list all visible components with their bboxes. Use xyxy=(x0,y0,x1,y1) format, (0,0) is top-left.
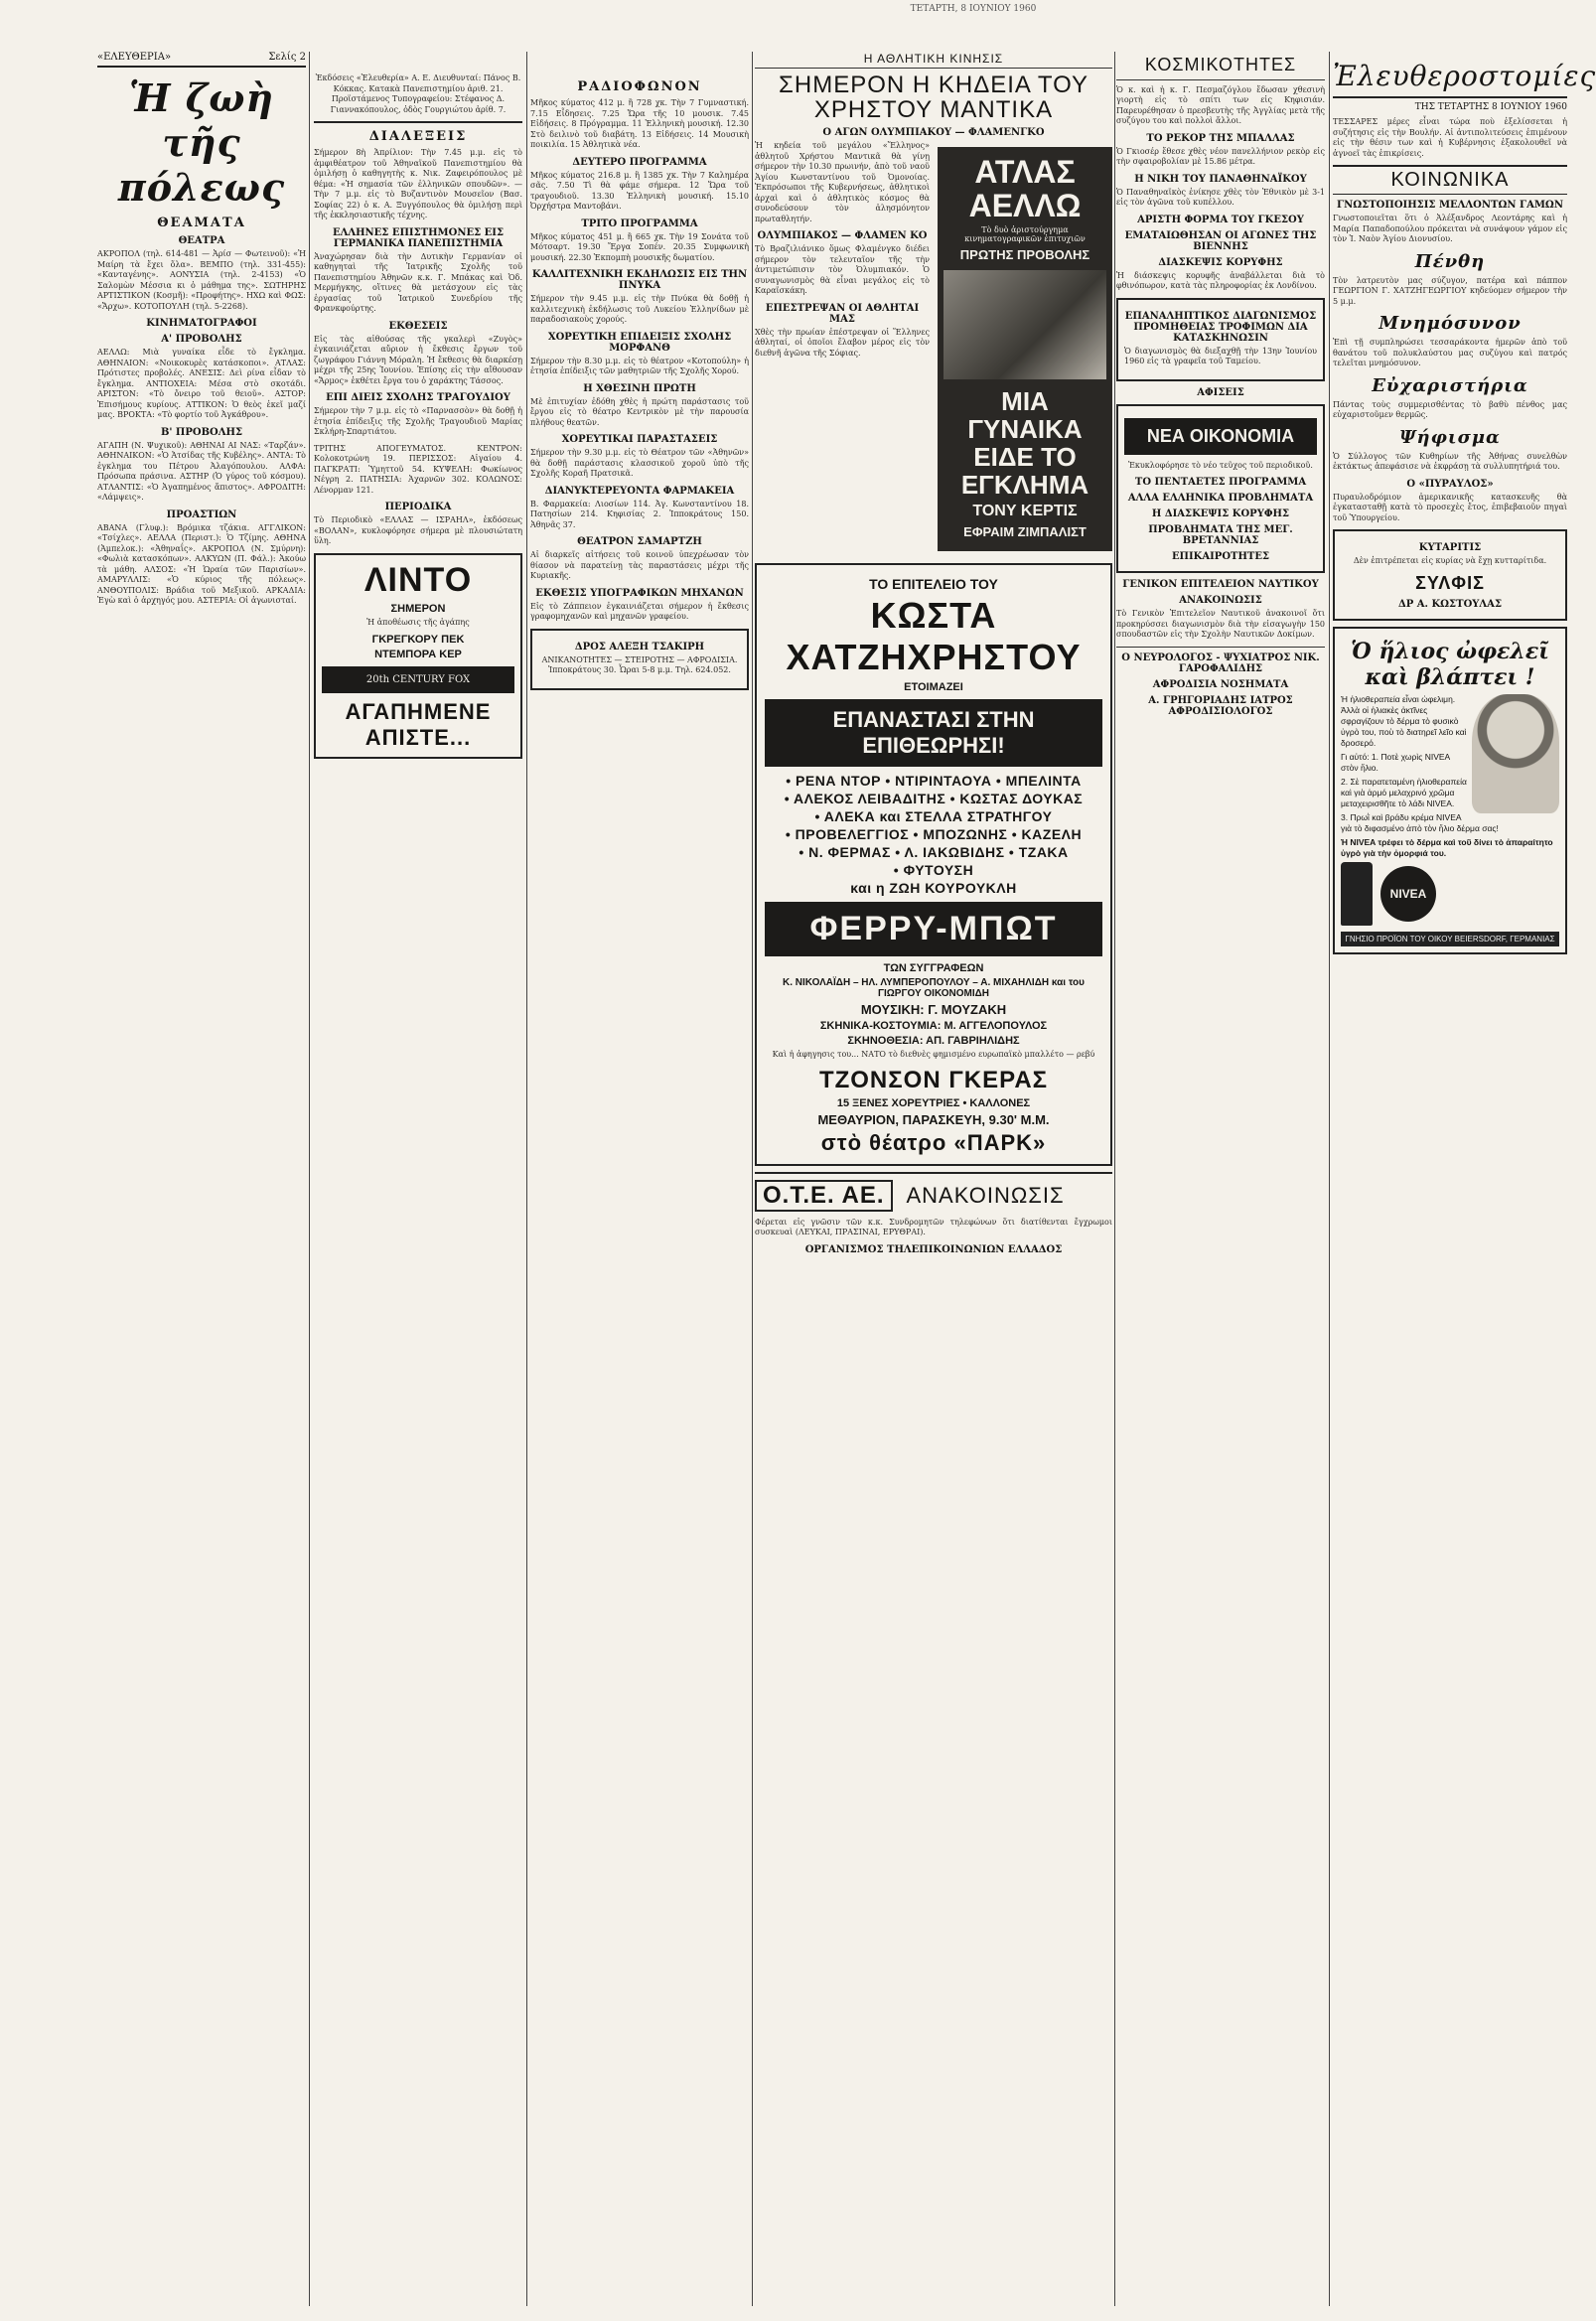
ote-org: ΟΡΓΑΝΙΣΜΟΣ ΤΗΛΕΠΙΚΟΙΝΩΝΙΩΝ ΕΛΛΑΔΟΣ xyxy=(804,1243,1063,1255)
cast-line: • ΠΡΟΒΕΛΕΓΓΙΟΣ • ΜΠΟΖΩΝΗΣ • ΚΑΖΕΛΗ xyxy=(785,826,1083,843)
sylfis-brand: ΣΥΛΦΙΣ xyxy=(1415,572,1485,593)
ballet-line: Καὶ ἡ ἀφηγησις του... ΝΑΤΟ τὸ διεθνὲς φημισμένο ευρωπαϊκὸ μπαλλέτο — ρεβύ xyxy=(772,1050,1095,1060)
mnim-text: Ἐπὶ τῇ συμπληρώσει τεσσαράκοντα ἡμερῶν ἀπὸ τοῦ θανάτου τοῦ πολυκλαύστου μας συζύγου καὶ πατρός τελεῖται μνημόσυνον. xyxy=(1333,338,1567,367)
nivea-headline: Ὁ ἥλιος ὠφελεῖ καὶ βλάπτει ! xyxy=(1351,638,1549,690)
authors: Κ. ΝΙΚΟΛΑΪΔΗ – ΗΛ. ΛΥΜΠΕΡΟΠΟΥΛΟΥ – Α. ΜΙΧΑΗΛΙΔΗ και του ΓΙΩΡΓΟΥ ΟΙΚΟΝΟΜΙΔΗ xyxy=(783,977,1085,1000)
direction-credit: ΣΚΗΝΟΘΕΣΙΑ: ΑΠ. ΓΑΒΡΙΗΛΙΔΗΣ xyxy=(847,1035,1020,1048)
ad-line: Τὸ δυὸ ἀριστούργημα κινηματογραφικῶν ἐπιτυχιῶν xyxy=(964,225,1086,244)
column-6 xyxy=(1333,52,1596,2306)
kosm-text: Ὁ κ. καὶ ἡ κ. Γ. Πεσμαζόγλου ἔδωσαν χθεσινὴ γιορτὴ εἰς τὸ σπίτι των εἰς Κηφισιάν. Παρευρέθησαν ὁ πρεσβευτὴς τῆς Ἀγγλίας μετὰ τῆς συζύγου του καὶ πολλοὶ ἄλλοι. xyxy=(1116,84,1325,126)
heading-penthi: Πένθη xyxy=(1414,250,1486,272)
contents-1: ΤΟ ΠΕΝΤΑΕΤΕΣ ΠΡΟΓΡΑΜΜΑ xyxy=(1134,477,1307,489)
column-divider xyxy=(1329,52,1330,2306)
heading-dialexeis: ΔΙΑΛΕΞΕΙΣ xyxy=(368,129,468,144)
heading-rekor: ΤΟ ΡΕΚΟΡ ΤΗΣ ΜΠΑΛΛΑΣ xyxy=(1146,132,1295,144)
tender-text: Ὁ διαγωνισμὸς θὰ διεξαχθῇ τὴν 13ην Ἰουνίου 1960 εἰς τὰ γραφεῖα τοῦ Ταμείου. xyxy=(1124,346,1317,366)
heading-aristi: ΑΡΙΣΤΗ ΦΟΡΜΑ ΤΟΥ ΓΚΕΣΟΥ xyxy=(1137,214,1304,225)
pyravlos-text: Πυραυλοδρόμιον ἀμερικανικῆς κατασκευῆς θὰ ἐγκατασταθῇ κατὰ τὸ προσεχὲς ἔτος, ἐπιβεβαιοῦν πηγαὶ τοῦ Ὑπουργείου. xyxy=(1333,492,1567,522)
ad-tagline: Ἡ ἀποθέωσις τῆς ἀγάπης xyxy=(366,617,470,627)
film-costar: ΕΦΡΑΙΜ ΖΙΜΠΑΛΙΣΤ xyxy=(963,524,1087,540)
trito-text: Μῆκος κύματος 451 μ. ἢ 665 χκ. Τὴν 19 Σονάτα τοῦ Μότσαρτ. 19.30 Ἔργα Σοπέν. 20.35 Συμφωνικὴ μουσική. 22.30 Ἐκπομπὴ μουσικῆς δωματίου. xyxy=(530,231,749,262)
diaskepsis-text: Ἡ διάσκεψις κορυφῆς ἀναβάλλεται διὰ τὸ φθινόπωρον, κατὰ τὰς πληροφορίας ἐκ Λονδίνου. xyxy=(1116,270,1325,291)
nivea-bottle-icon xyxy=(1341,862,1373,926)
nea-oikonomia-text: Ἐκυκλοφόρησε τὸ νέο τεῦχος τοῦ περιοδικοῦ. xyxy=(1128,460,1313,470)
heading-kallitexniki: ΚΑΛΛΙΤΕΧΝΙΚΗ ΕΚΔΗΛΩΣΙΣ ΕΙΣ ΤΗΝ ΠΝΥΚΑ xyxy=(531,269,748,291)
nivea-text: Ἡ ἡλιοθεραπεία εἶναι ὠφελιμη. Ἀλλὰ οἱ ἡλιακὲς ἀκτῖνες σφραγίζουν τὸ δέρμα τὸ φυσικὸ ὑγρὸ του, ποὺ τὸ διατηρεῖ λεῖο καὶ δροσερό. xyxy=(1341,693,1467,748)
tender-title: ΕΠΑΝΑΛΗΠΤΙΚΟΣ ΔΙΑΓΩΝΙΣΜΟΣ ΠΡΟΜΗΘΕΙΑΣ ΤΡΟΦΙΜΩΝ ΔΙΑ ΚΑΤΑΣΚΗΝΩΣΙΝ xyxy=(1124,310,1317,344)
ad-film-title: ΑΓΑΠΗΜΕΝΕ ΑΠΙΣΤΕ... xyxy=(345,699,492,750)
page-label: Σελίς 2 xyxy=(268,52,306,63)
cast-line: • ΑΛΕΚΑ και ΣΤΕΛΛΑ ΣΤΡΑΤΗΓΟΥ xyxy=(814,808,1053,825)
editorial-text: ΤΕΣΣΑΡΕΣ μέρες εἶναι τώρα ποὺ ἐξελίσσεται ἡ συζήτησις εἰς τὴν Βουλήν. Αἱ ἀντιπολιτεύσεις ἐπιμένουν εἰς τὴν θέσιν των καὶ ἡ Κυβέρνησις ἐξακολουθεῖ νὰ ἀγνοεῖ τὰς ἐπικρίσεις. xyxy=(1333,117,1567,158)
ektheseis-text: Εἰς τὰς αἰθούσας τῆς γκαλερὶ «Ζυγὸς» ἐγκαινιάζεται αὔριον ἡ ἔκθεσις ἔργων τοῦ ζωγράφου Γιάννη Μόραλη. Ἡ ἔκθεσις θὰ διαρκέσῃ μέχρι τῆς 25ης Ἰουνίου. Ἐπίσης εἰς τὴν αἴθουσαν «Ἄρμος» ἐκθέτει ἔργα του ὁ χαράκτης Τάσσος. xyxy=(314,334,522,385)
heading-proastia: ΠΡΟΑΣΤΙΩΝ xyxy=(166,508,237,520)
column-divider xyxy=(526,52,527,2306)
heading-kosmikotites: ΚΟΣΜΙΚΟΤΗΤΕΣ xyxy=(1144,55,1297,74)
penthi-text: Τὸν λατρευτὸν μας σύζυγον, πατέρα καὶ πάππον ΓΕΩΡΓΙΟΝ Γ. ΧΑΤΖΗΓΕΩΡΓΙΟΥ κηδεύομεν σήμερον τὴν 5 μ.μ. xyxy=(1333,275,1567,306)
contents-4: ΠΡΟΒΛΗΜΑΤΑ ΤΗΣ ΜΕΓ. ΒΡΕΤΑΝΝΙΑΣ xyxy=(1148,524,1293,547)
contents-2: ΑΛΛΑ ΕΛΛΗΝΙΚΑ ΠΡΟΒΛΗΜΑΤΑ xyxy=(1127,493,1314,505)
heading-b-provoli: Β' ΠΡΟΒΟΛΗΣ xyxy=(160,426,243,438)
heading-dianykt: ΔΙΑΝΥΚΤΕΡΕΥΟΝΤΑ ΦΑΡΜΑΚΕΙΑ xyxy=(544,485,735,497)
doctor-text: ΑΝΙΚΑΝΟΤΗΤΕΣ — ΣΤΕΙΡΟΤΗΣ — ΑΦΡΟΔΙΣΙΑ. Ἱπποκράτους 30. Ὧραι 5-8 μ.μ. Τηλ. 624.052. xyxy=(541,654,738,674)
heading-radio: ΡΑΔΙΟΦΩΝΟΝ xyxy=(577,79,702,94)
heading-diaskepsis: ΔΙΑΣΚΕΨΙΣ ΚΟΡΥΦΗΣ xyxy=(1158,256,1283,268)
ellines-text: Ἀναχώρησαν διὰ τὴν Δυτικὴν Γερμανίαν οἱ καθηγηταὶ τῆς Ἰατρικῆς Σχολῆς τοῦ Πανεπιστημίου Ἀθηνῶν κ.κ. Γ. Μπάκας καὶ Ὁδ. Μερμήγκης, οἵτινες θὰ μετάσχουν εἰς τὰς ἐργασίας τοῦ Ἰατρικοῦ Συνεδρίου τῆς Φρανκφούρτης. xyxy=(314,251,522,313)
ote-logo: Ο.Τ.Ε. ΑΕ. xyxy=(755,1180,893,1212)
cast-line: • ΦΥΤΟΥΣΗ xyxy=(893,862,974,879)
heading-gamoi: ΓΝΩΣΤΟΠΟΙΗΣΙΣ ΜΕΛΛΟΝΤΩΝ ΓΑΜΩΝ xyxy=(1337,200,1563,211)
atlas-aello-film-ad xyxy=(938,147,1112,551)
xoesini-text: Μὲ ἐπιτυχίαν ἐδόθη χθὲς ἡ πρώτη παράστασις τοῦ ἔργου εἰς τὸ θέατρο Κεντρικὸν μὲ τὴν παρουσία πλήθους θεατῶν. xyxy=(530,396,749,427)
cinema-names: ΑΤΛΑΣ ΑΕΛΛΩ xyxy=(968,154,1082,224)
doctor-kostoulas: ΔΡ Α. ΚΩΣΤΟΥΛΑΣ xyxy=(1397,598,1503,610)
issue-date: ΤΕΤΑΡΤΗ, 8 ΙΟΥΝΙΟΥ 1960 xyxy=(910,4,1037,14)
heading-pyravlos: Ο «ΠΥΡΑΥΛΟΣ» xyxy=(1406,478,1494,490)
heading-ektheseis: ΕΚΘΕΣΕΙΣ xyxy=(388,320,448,332)
theatre-name: στὸ θέατρο «ΠΑΡΚ» xyxy=(820,1129,1047,1155)
xoreftikes-text: Σήμερον τὴν 9.30 μ.μ. εἰς τὸ Θέατρον τῶν «Ἀθηνῶν» θὰ δοθῇ παράστασις κλασσικοῦ χοροῦ ὑπὸ τῆς Σχολῆς Κοραῆ Πρατσικᾶ. xyxy=(530,448,749,478)
doctor-ad xyxy=(530,629,749,690)
heading-kinematografoi: ΚΙΝΗΜΑΤΟΓΡΑΦΟΙ xyxy=(146,318,257,329)
nivea-tin: NIVEA xyxy=(1380,866,1436,922)
nea-oikonomia-ad xyxy=(1116,404,1325,574)
column-divider xyxy=(1114,52,1115,2306)
efx-text: Πάντας τοὺς συμμερισθέντας τὸ βαθὺ πένθος μας εὐχαριστοῦμεν θερμῶς. xyxy=(1333,399,1567,419)
contents-5: ΕΠΙΚΑΙΡΟΤΗΤΕΣ xyxy=(1171,551,1270,563)
xoreftiki-text: Σήμερον τὴν 8.30 μ.μ. εἰς τὸ θέατρον «Κοτοπούλη» ἡ ἐτησία ἐπίδειξις τῶν μαθητριῶν τῆς Σχολῆς Χορού. xyxy=(530,356,749,375)
olympiakos-text: Τὸ Βραζιλιάνικο ὅμως Φλαμένγκο διέδει σήμερον τὸν τελευταῖον τῆς τὴν ἀντιμετώπισιν τὸν Ὀλυμπιακόν. Ὁ συναγωνισμὸς θὰ εἶναι μεγάλος εἰς τὸ Καραϊσκάκη. xyxy=(755,244,930,296)
proastia-text: ΑΒΑΝΑ (Γλυφ.): Βρόμικα τζάκια. ΑΓΓΛΙΚΟΝ: «Τσίχλες». ΑΕΛΛΑ (Περιστ.): Ὁ Τζίμης. ΑΘΗΝΑ (Ἀμπελοκ.): «Ἀθηναΐς». ΑΚΡΟΠΟΛ (Ν. Σμύρνη): «Φωλιὰ κατασκόπων». ΑΛΚΥΩΝ (Π. Φάλ.): Ἀκούω τὰ μάθη. ΑΛΣΟΣ: «Ἡ Ὡραία τῶν Παρισίων». ΑΜΑΡΥΛΛΙΣ: «Ὁ κύριος τῆς πόλεως». ΑΝΘΟΥΠΟΛΙΣ: Βράδια τοῦ Μεξικοῦ. ΑΡΚΑΔΙΑ: Ἐγὼ καὶ ὁ ἀρχηγός μου. ΑΣΤΕΡΙΑ: Οἱ ἀγωνισταί. xyxy=(97,522,306,605)
heading-niki: Η ΝΙΚΗ ΤΟΥ ΠΑΝΑΘΗΝΑΪΚΟΥ xyxy=(1134,173,1307,185)
heading-samartzi: ΘΕΑΤΡΟΝ ΣΑΜΑΡΤΖΗ xyxy=(577,536,702,547)
lido-cinema-ad xyxy=(314,553,522,760)
kytaritis-text: Δὲν ἐπιτρέπεται εἰς κυρίας νὰ ἔχῃ κυτταρίτιδα. xyxy=(1353,556,1547,565)
heading-psifisma: Ψήφισμα xyxy=(1399,426,1501,448)
sylfis-ad xyxy=(1333,529,1567,621)
cast-line: • Ν. ΦΕΡΜΑΣ • Λ. ΙΑΚΩΒΙΔΗΣ • ΤΖΑΚΑ xyxy=(798,844,1069,861)
lead-text: Ἡ κηδεία τοῦ μεγάλου «Ἕλληνος» ἀθλητοῦ Χρήστου Μαντικᾶ θὰ γίνῃ σήμερον τὴν 10.30 πρωινήν, ἀπὸ τοῦ ναοῦ Ἁγίου Κωνσταντίνου τοῦ Ὀμονοίας. Ἐκπρόσωποι τῆς Κυβερνήσεως, ἀθλητικοὶ ἀρχαὶ καὶ ὁ ἀθλητικὸς κόσμος θὰ συνοδεύσουν τὸν ἀλησμόνητον πρωταθλητήν. xyxy=(755,141,930,223)
nivea-step: 3. Πρωῒ καὶ βράδυ κρέμα NIVEA γιὰ τὸ διφασμένο ἀπὸ τὸν ἥλιο δέρμα σας! xyxy=(1341,811,1499,833)
heading-epestrepsan: ΕΠΕΣΤΡΕΨΑΝ ΟΙ ΑΘΛΗΤΑΙ ΜΑΣ xyxy=(765,302,920,325)
heading-efxaristiria: Εὐχαριστήρια xyxy=(1372,374,1528,396)
nivea-step: Γι αὐτό: 1. Ποτὲ χωρὶς NIVEA στὸν ἥλιο. xyxy=(1341,751,1450,773)
heading-periodika: ΠΕΡΙΟΔΙΚΑ xyxy=(384,502,452,512)
page-header xyxy=(97,52,306,68)
heading-ekthesis2: ΕΚΘΕΣΙΣ ΥΠΟΓΡΑΦΙΚΩΝ ΜΗΧΑΝΩΝ xyxy=(535,587,744,599)
tender-notice xyxy=(1116,298,1325,381)
divider xyxy=(1116,647,1325,648)
deutero-text: Μῆκος κύματος 216.8 μ. ἢ 1385 χκ. Τὴν 7 Καλημέρα σᾶς. 7.50 Τὶ θὰ φάμε σήμερα. 12 Ὥρα τοῦ τραγουδιοῦ. 13.30 Ἑλληνικὴ μουσική. 15.10 Ὀρχήστρα Μαντοβάνι. xyxy=(530,170,749,211)
music-credit: ΜΟΥΣΙΚΗ: Γ. ΜΟΥΖΑΚΗ xyxy=(860,1002,1007,1018)
column-divider xyxy=(752,52,753,2306)
heading-xoesini: Η ΧΘΕΣΙΝΗ ΠΡΩΤΗ xyxy=(583,382,696,394)
heading-theatra: ΘΕΑΤΡΑ xyxy=(178,235,225,246)
dialexeis-text: Σήμερον 8ὴ Ἀπρίλιον: Τὴν 7.45 μ.μ. εἰς τὸ ἀμφιθέατρον τοῦ Ἀθηναϊκοῦ Πανεπιστημίου θὰ ὁμιλήσῃ ὁ καθηγητὴς κ. Νικ. Ζαφειρόπουλος μὲ θέμα: «Ἡ σημασία τῶν ἐλληνικῶν σπουδῶν». — Τὴν 7 μ.μ. εἰς τὸ Βυζαντινὸν Μουσεῖον (Βασ. Σοφίας 22) ὁ κ. Α. Ξυγγόπουλος θὰ ὁμιλήσῃ περὶ τῆς ἐκκλησιαστικῆς τέχνης. xyxy=(314,148,522,219)
premiere-date: ΜΕΘΑΥΡΙΟΝ, ΠΑΡΑΣΚΕΥΗ, 9.30' Μ.Μ. xyxy=(817,1111,1050,1127)
nivea-step: 2. Σὲ παρατεταμένη ἡλιοθεραπεία καὶ γιὰ ἁρμό μελαχρινό χρῶμα μεταχειρισθῆτε τὸ λάδι NIVEA. xyxy=(1341,776,1467,808)
authors-label: ΤΩΝ ΣΥΓΓΡΑΦΕΩΝ xyxy=(883,962,984,975)
sets-credit: ΣΚΗΝΙΚΑ-ΚΟΣΤΟΥΜΙΑ: Μ. ΑΓΓΕΛΟΠΟΥΛΟΣ xyxy=(819,1020,1048,1033)
heading-trito: ΤΡΙΤΟ ΠΡΟΓΡΑΜΜΑ xyxy=(581,218,698,229)
samartzi-text: Αἱ διαρκεῖς αἰτήσεις τοῦ κοινοῦ ὑπεχρέωσαν τὸν θίασον νὰ παρατείνῃ τὰς παραστάσεις μέχρι τῆς Κυριακῆς. xyxy=(530,550,749,580)
revue-intro: ΤΟ ΕΠΙΤΕΛΕΙΟ ΤΟΥ xyxy=(869,576,998,593)
cinema-a-text: ΑΕΛΛΩ: Μιὰ γυναίκα εἶδε τὸ ἔγκλημα. ΑΘΗΝΑΙΟΝ: «Νοικοκυρὲς κατάσκοποι». ΑΤΛΑΣ: Πρότιστες προβολές. ΑΝΕΣΙΣ: Δεὶ ρίνα εἶδαν τὸ ἔγκλημα. ΑΝΤΙΟΧΕΙΑ: Μέσα στὸ σκοτάδι. ΑΡΙΣΤΟΝ: «Τὸ ὄνειρο τοῦ θειοῦ». ΑΣΤΟΡ: Ἐπισήμους κυρίους. ΑΤΤΙΚΟΝ: Ὁ θεὸς ἐκεῖ μαζί μας. ΒΡΟΚΤΑ: «Τὸ φορτίο τοῦ Ἀγκάθρου». xyxy=(97,348,306,419)
editorial-date: ΤΗΣ ΤΕΤΑΡΤΗΣ 8 ΙΟΥΝΙΟΥ 1960 xyxy=(1414,102,1567,112)
divider xyxy=(1116,79,1325,80)
beiersdorf-brand: ΓΝΗΣΙΟ ΠΡΟΪΟΝ ΤΟΥ ΟΙΚΟΥ BEIERSDORF, ΓΕΡΜΑΝΙΑΣ xyxy=(1341,932,1559,946)
epi-text: Σήμερον τὴν 7 μ.μ. εἰς τὸ «Παρνασσὸν» θὰ δοθῇ ἡ ἐτησία ἐπίδειξις τῆς Σχολῆς Τραγουδιοῦ Μαρίας Σκλήρη-Σπαρτιάτου. xyxy=(314,406,522,436)
sports-headline: ΣΗΜΕΡΟΝ Η ΚΗΔΕΙΑ ΤΟΥ ΧΡΗΣΤΟΥ ΜΑΝΤΙΚΑ xyxy=(779,72,1088,124)
doctor-name: ΔΡΟΣ ΑΛΕΞΗ ΤΣΑΚΙΡΗ xyxy=(574,641,705,653)
sunhat-woman-illustration xyxy=(1472,694,1559,813)
revue-title: ΦΕΡΡΥ-ΜΠΩΤ xyxy=(765,902,1102,956)
section-theamata: ΘΕΑΜΑΤΑ xyxy=(157,216,246,230)
masthead: Ἡ ζωὴ τῆς πόλεως xyxy=(117,75,286,210)
film-still-photo xyxy=(943,270,1106,379)
gamoi-text: Γνωστοποιεῖται ὅτι ὁ Ἀλέξανδρος Λεοντάρης καὶ ἡ Μαρία Παπαδοπούλου πρόκειται νὰ συνάψουν γάμον εἰς τὸν Ἱ. Ναὸν Ἁγίου Διονυσίου. xyxy=(1333,214,1567,243)
pharmakeia-text: ΤΡΙΤΗΣ ΑΠΟΓΕΥΜΑΤΟΣ. ΚΕΝΤΡΟΝ: Κολοκοτρώνη 19. ΠΕΡΙΣΣΟΣ: Αἰγαίου 4. ΠΑΓΚΡΑΤΙ: Ὑμηττοῦ 54. ΚΥΨΕΛΗ: Φωκίωνος Νέγρη 2. ΠΑΤΗΣΙΑ: Ἀχαρνῶν 302. ΚΟΛΩΝΟΣ: Λένορμαν 121. xyxy=(314,443,522,495)
heading-afrodisia: ΑΦΡΟΔΙΣΙΑ ΝΟΣΗΜΑΤΑ xyxy=(1152,678,1289,690)
paper-name: «ΕΛΕΥΘΕΡΙΑ» xyxy=(97,52,172,63)
revue-producer: ΚΩΣΤΑ ΧΑΤΖΗΧΡΗΣΤΟΥ xyxy=(786,595,1082,678)
psif-text: Ὁ Σύλλογος τῶν Κυθηρίων τῆς Ἀθήνας συνελθὼν ἐκτάκτως ἀπεφάσισε νὰ ἐκφράσῃ τὰ συλλυπητήριά του. xyxy=(1333,451,1567,471)
fox-logo: 20th CENTURY FOX xyxy=(322,666,514,693)
dianykt-text: Β. Φαρμακεία: Λιοσίων 114. Ἀγ. Κωνσταντίνου 18. Πατησίων 214. Κηφισίας 2. Ἱπποκράτους 150. Ἀθηνᾶς 37. xyxy=(530,499,749,529)
revue-slogan: ΕΠΑΝΑΣΤΑΣΙ ΣΤΗΝ ΕΠΙΘΕΩΡΗΣΙ! xyxy=(765,699,1102,767)
first-run-label: ΠΡΩΤΗΣ ΠΡΟΒΟΛΗΣ xyxy=(959,247,1090,263)
heading-a-provoli: Α' ΠΡΟΒΟΛΗΣ xyxy=(161,334,242,345)
radio-text: Μῆκος κύματος 412 μ. ἢ 728 χκ. Τὴν 7 Γυμναστική. 7.15 Εἶδησεις. 7.25 Ὥρα τῆς 10 μουσικ. 7.45 Εἰδήσεις. 8 Πρόγραμμα. 11 Ἐλληνικὴ μουσική. 12.30 Στὸ δειλινὸ τοῦ διαβάτη. 13 Εἰδήσεις. 14 Μουσικὴ ποικιλία. 15 Ἀθλητικὰ νέα. xyxy=(530,98,749,149)
heading-koinonika: ΚΟΙΝΩΝΙΚΑ xyxy=(1333,165,1567,195)
kytaritis-title: ΚΥΤΑΡΙΤΙΣ xyxy=(1418,542,1482,553)
publisher-info: Ἐκδόσεις «Ἐλευθερία» Α. Ε. Διευθυνταί: Πάνος Β. Κόκκας. Κατακὰ Πανεπιστημίου ἀριθ. 21. Προϊστάμενος Τυπογραφείου: Στέφανος Δ. Γιαννακόπουλος, ὁδὸς Γουργιώτου ἀρίθ. 7. xyxy=(315,73,521,114)
heading-mnimosynon: Μνημόσυνον xyxy=(1378,313,1522,334)
geniko-text: Τὸ Γενικὸν Ἐπιτελεῖον Ναυτικοῦ ἀνακοινοῖ ὅτι προκηρύσσει διαγωνισμὸν διὰ τὴν εἰσαγωγὴν 150 σπουδαστῶν εἰς τὴν Σχολὴν Ναυτικῶν Δοκίμων. xyxy=(1116,609,1325,640)
cast-line: • ΡΕΝΑ ΝΤΟΡ • ΝΤΙΡΙΝΤΑΟΥΑ • ΜΠΕΛΙΝΤΑ xyxy=(786,773,1082,790)
dancers-line: 15 ΞΕΝΕΣ ΧΟΡΕΥΤΡΙΕΣ • ΚΑΛΛΟΝΕΣ xyxy=(836,1096,1031,1109)
ad-cast-1: ΓΚΡΕΓΚΟΡΥ ΠΕΚ xyxy=(371,634,465,646)
star-name: ΤΖΟΝΣΟΝ ΓΚΕΡΑΣ xyxy=(818,1066,1049,1093)
nivea-close: Ἡ NIVEA τρέφει τὸ δέρμα καὶ τοῦ δίνει τὸ ἀπαραίτητο ὑγρὸ γιὰ τὴν ὀμορφιά του. xyxy=(1341,836,1553,858)
divider xyxy=(314,121,522,123)
column-1 xyxy=(97,52,306,2306)
nea-oikonomia-title: ΝΕΑ ΟΙΚΟΝΟΜΙΑ xyxy=(1124,418,1317,455)
ote-heading: ΑΝΑΚΟΙΝΩΣΙΣ xyxy=(906,1182,1065,1208)
rekor-text: Ὁ Γκιοσέρ ἔθεσε χθὲς νέον πανελλήνιον ρεκὸρ εἰς τὴν σφαιροβολίαν μὲ 15.86 μέτρα. xyxy=(1116,146,1325,167)
theatra-text: ΑΚΡΟΠΟΛ (τηλ. 614-481 — Ἀρίσ — Φωτεινοῦ): «Ἡ Μαίρη τὰ ἔχει ὅλα». ΒΕΜΠΟ (τηλ. 331-455): «Κανταγένης». ΑΟΝΥΣΙΑ (τηλ. 2-4153) «Ὁ Σαλομὼν Μέσσια κι ὁ μάθημα της». ΣΩΤΗΡΗΣ ΑΡΤΙΣΤΙΚΟΝ (Κοσμῆ): «Προφήτης». ΗΧΩ καὶ ΦΩΣ: «Ἄρχω». ΚΟΤΟΠΟΥΛΗ (τηλ. 5-2268). xyxy=(97,249,306,311)
sports-kicker: Η ΑΘΛΗΤΙΚΗ ΚΙΝΗΣΙΣ xyxy=(755,52,1112,69)
heading-afiseis: ΑΦΙΣΕΙΣ xyxy=(1197,386,1244,398)
heading-geniko-anak: ΑΝΑΚΟΙΝΩΣΙΣ xyxy=(1179,595,1262,607)
heading-epi-dieis: ΕΠΙ ΔΙΕΙΣ ΣΧΟΛΗΣ ΤΡΑΓΟΥΔΙΟΥ xyxy=(326,392,510,403)
heading-geniko: ΓΕΝΙΚΟΝ ΕΠΙΤΕΛΕΙΟΝ ΝΑΥΤΙΚΟΥ xyxy=(1122,579,1319,591)
editorial-title: Ἐλευθεροστομίες xyxy=(1333,60,1567,98)
niki-text: Ὁ Παναθηναϊκὸς ἐνίκησε χθὲς τὸν Ἐθνικὸν μὲ 3-1 εἰς τὸν ἀγῶνα τοῦ κυπέλλου. xyxy=(1116,187,1325,208)
column-5 xyxy=(1116,52,1325,2306)
ote-text: Φέρεται εἰς γνῶσιν τῶν κ.κ. Συνδρομητῶν τηλεφώνων ὅτι διατίθενται ἔγχρωμοι συσκευαὶ (ΛΕΥΚΑΙ, ΠΡΑΣΙΝΑΙ, ΕΡΥΘΡΑΙ). xyxy=(755,1217,1112,1237)
contents-3: Η ΔΙΑΣΚΕΨΙΣ ΚΟΡΥΦΗΣ xyxy=(1151,508,1290,520)
column-3 xyxy=(530,52,749,2306)
cinema-b-text: ΑΓΑΠΗ (Ν. Ψυχικοῦ): ΑΘΗΝΑΙ ΑΙ ΝΑΣ: «Ταρζάν». ΑΘΗΝΑΙΚΟΝ: «Ὁ Ἀτσίδας τῆς Κυβέλης». ΑΝΤΑ: Τὸ ἐγκλημα του Πέτρου Ἀλαγόπουλου. ΑΛΦΑ: Πρόσωπα πράσινα. ΑΣΤΗΡ (Ὁ γύρος τοῦ κόσμου). ΑΤΛΑΝΤΙΣ: «Ὁ Ἀγαπημένος ἄπιστος». ΑΦΡΟΔΙΤΗ: «Λάμψεις». xyxy=(97,440,306,502)
ad-today: ΣΗΜΕΡΟΝ xyxy=(390,602,446,615)
neurologist-ad: Ο ΝΕΥΡΟΛΟΓΟΣ - ΨΥΧΙΑΤΡΟΣ ΝΙΚ. ΓΑΡΟΦΑΛΙΔΗΣ xyxy=(1121,652,1320,674)
divider xyxy=(755,1172,1112,1174)
film-star: ΤΟΝΥ ΚΕΡΤΙΣ xyxy=(972,503,1078,520)
periodika-text: Τὸ Περιοδικὸ «ΕΛΛΑΣ — ΙΣΡΑΗΛ», ἐκδόσεως «ΒΟΛΑΝ», κυκλοφόρησε σήμερα μὲ πλουσιώτατη ὕλη. xyxy=(314,515,522,545)
kallitexniki-text: Σήμερον τὴν 9.45 μ.μ. εἰς τὴν Πνύκα θὰ δοθῇ ἡ καλλιτεχνικὴ ἐκδήλωσις τοῦ Λυκείου Ἑλληνίδων μὲ παραδοσιακοὺς χορούς. xyxy=(530,294,749,324)
ad-title: ΛΙΝΤΟ xyxy=(363,560,473,599)
revue-ad xyxy=(755,563,1112,1166)
heading-xoreftiki: ΧΟΡΕΥΤΙΚΗ ΕΠΙΔΕΙΞΙΣ ΣΧΟΛΗΣ ΜΟΡΦΑΝΘ xyxy=(547,331,732,354)
ekthesis2-text: Εἰς τὸ Ζάππειον ἐγκαινιάζεται σήμερον ἡ ἔκθεσις γραφομηχανῶν καὶ μηχανῶν γραφείου. xyxy=(530,601,749,621)
heading-xoreftikes: ΧΟΡΕΥΤΙΚΑΙ ΠΑΡΑΣΤΑΣΕΙΣ xyxy=(561,434,718,445)
doctor-grigoriadis: Α. ΓΡΗΓΟΡΙΑΔΗΣ ΙΑΤΡΟΣ ΑΦΡΟΔΙΣΙΟΛΟΓΟΣ xyxy=(1148,694,1293,717)
match-subhead: Ο ΑΓΩΝ ΟΛΥΜΠΙΑΚΟΥ — ΦΛΑΜΕΝΓΚΟ xyxy=(822,127,1045,139)
column-2 xyxy=(314,52,522,2306)
heading-emateioth: ΕΜΑΤΑΙΩΘΗΣΑΝ ΟΙ ΑΓΩΝΕΣ ΤΗΣ ΒΙΕΝΝΗΣ xyxy=(1124,229,1317,252)
revue-cast xyxy=(765,773,1102,896)
film-title: ΜΙΑ ΓΥΝΑΙΚΑ ΕΙΔΕ ΤΟ ΕΓΚΛΗΜΑ xyxy=(960,386,1089,501)
nivea-ad xyxy=(1333,627,1567,954)
newspaper-page xyxy=(97,52,1596,2306)
cast-line: και η ΖΩΗ ΚΟΥΡΟΥΚΛΗ xyxy=(850,880,1017,897)
column-divider xyxy=(309,52,310,2306)
heading-ellines: ΕΛΛΗΝΕΣ ΕΠΙΣΤΗΜΟΝΕΣ ΕΙΣ ΓΕΡΜΑΝΙΚΑ ΠΑΝΕΠΙΣΤΗΜΙΑ xyxy=(332,226,505,249)
epestrepsan-text: Χθὲς τὴν πρωίαν ἐπέστρεψαν οἱ Ἕλληνες ἀθληταί, οἱ ὁποῖοι ἔλαβον μέρος εἰς τὸν διεθνῆ ἀγῶνα τῆς Σόφιας. xyxy=(755,327,930,358)
cast-line: • ΑΛΕΚΟΣ ΛΕΙΒΑΔΙΤΗΣ • ΚΩΣΤΑΣ ΔΟΥΚΑΣ xyxy=(784,791,1084,807)
column-4 xyxy=(755,52,1112,2306)
heading-deutero: ΔΕΥΤΕΡΟ ΠΡΟΓΡΑΜΜΑ xyxy=(572,156,707,168)
heading-olympiakos: ΟΛΥΜΠΙΑΚΟΣ — ΦΛΑΜΕΝ ΚΟ xyxy=(757,230,928,242)
revue-prepares: ΕΤΟΙΜΑΖΕΙ xyxy=(904,681,963,694)
ad-cast-2: ΝΤΕΜΠΟΡΑ ΚΕΡ xyxy=(374,649,462,660)
